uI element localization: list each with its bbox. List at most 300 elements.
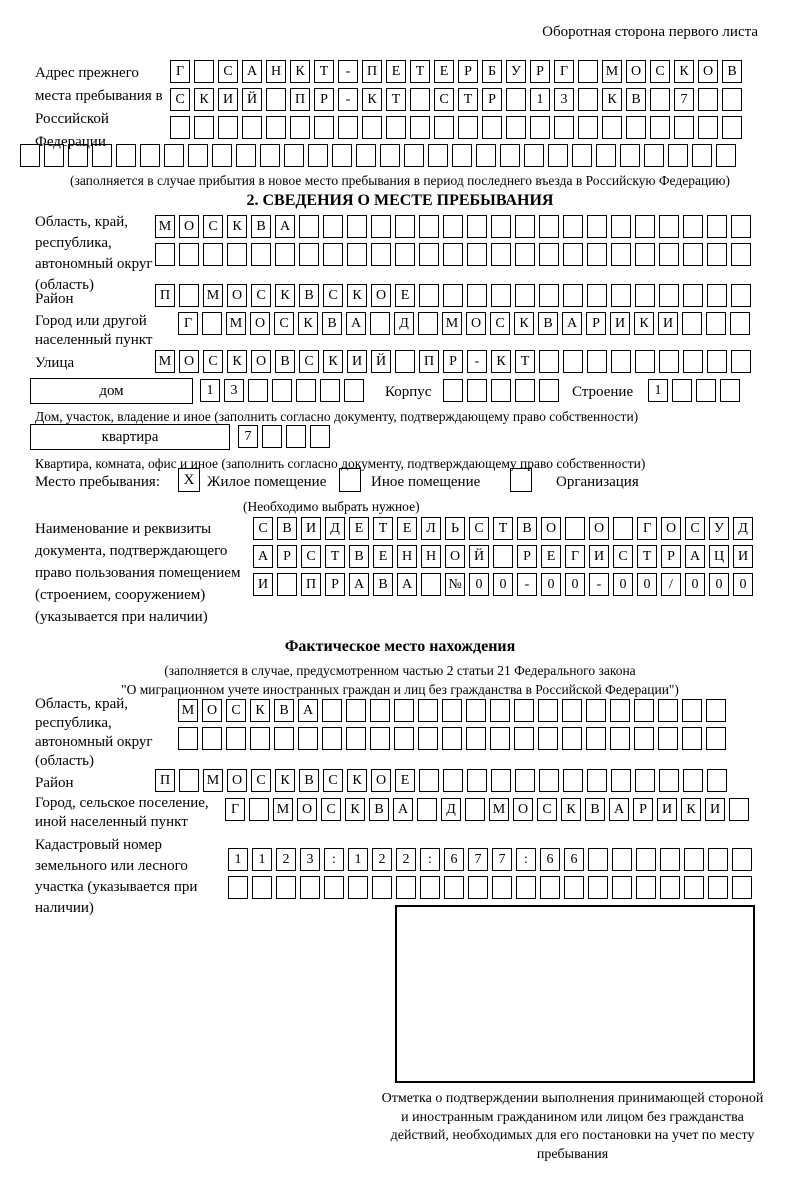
char-cell[interactable] [565, 517, 585, 540]
char-cell[interactable] [260, 144, 280, 167]
char-cell[interactable] [443, 769, 463, 792]
char-cell[interactable] [729, 798, 749, 821]
char-cell[interactable]: 2 [276, 848, 296, 871]
char-cell[interactable]: С [537, 798, 557, 821]
char-cell[interactable]: 3 [300, 848, 320, 871]
char-cell[interactable]: А [298, 699, 318, 722]
char-cell[interactable] [692, 144, 712, 167]
char-cell[interactable] [347, 215, 367, 238]
char-cell[interactable] [610, 727, 630, 750]
char-cell[interactable]: П [362, 60, 382, 83]
char-cell[interactable]: М [442, 312, 462, 335]
char-cell[interactable] [491, 243, 511, 266]
house-box[interactable]: дом [30, 378, 193, 404]
char-cell[interactable] [563, 350, 583, 373]
char-cell[interactable] [722, 116, 742, 139]
char-cell[interactable]: С [685, 517, 705, 540]
char-cell[interactable]: И [301, 517, 321, 540]
char-cell[interactable] [419, 243, 439, 266]
char-cell[interactable]: О [251, 350, 271, 373]
char-cell[interactable]: С [253, 517, 273, 540]
char-cell[interactable]: А [685, 545, 705, 568]
char-cell[interactable] [707, 769, 727, 792]
char-cell[interactable]: 1 [348, 848, 368, 871]
char-cell[interactable] [338, 116, 358, 139]
char-cell[interactable]: : [324, 848, 344, 871]
char-cell[interactable] [538, 727, 558, 750]
char-cell[interactable] [698, 88, 718, 111]
char-cell[interactable]: И [658, 312, 678, 335]
char-cell[interactable] [395, 243, 415, 266]
char-cell[interactable]: С [323, 769, 343, 792]
char-cell[interactable] [660, 876, 680, 899]
char-cell[interactable] [322, 699, 342, 722]
char-cell[interactable] [324, 876, 344, 899]
char-cell[interactable] [242, 116, 262, 139]
char-cell[interactable]: 0 [733, 573, 753, 596]
char-cell[interactable]: 0 [709, 573, 729, 596]
char-cell[interactable] [514, 727, 534, 750]
char-cell[interactable] [683, 350, 703, 373]
char-cell[interactable] [636, 876, 656, 899]
char-cell[interactable]: Р [661, 545, 681, 568]
char-cell[interactable]: 0 [541, 573, 561, 596]
char-cell[interactable] [251, 243, 271, 266]
char-cell[interactable]: С [203, 215, 223, 238]
char-cell[interactable] [564, 876, 584, 899]
char-cell[interactable]: А [346, 312, 366, 335]
char-cell[interactable] [707, 284, 727, 307]
char-cell[interactable]: Ц [709, 545, 729, 568]
char-cell[interactable]: 1 [200, 379, 220, 402]
char-cell[interactable] [548, 144, 568, 167]
char-cell[interactable] [514, 699, 534, 722]
char-cell[interactable] [92, 144, 112, 167]
char-cell[interactable]: О [513, 798, 533, 821]
char-cell[interactable]: О [250, 312, 270, 335]
char-cell[interactable] [482, 116, 502, 139]
char-cell[interactable] [563, 284, 583, 307]
char-cell[interactable] [372, 876, 392, 899]
char-cell[interactable]: С [251, 284, 271, 307]
char-cell[interactable]: Й [242, 88, 262, 111]
char-cell[interactable]: Т [493, 517, 513, 540]
char-cell[interactable]: 6 [444, 848, 464, 871]
char-cell[interactable]: К [347, 769, 367, 792]
char-cell[interactable]: К [227, 350, 247, 373]
char-cell[interactable]: В [585, 798, 605, 821]
char-cell[interactable]: 0 [493, 573, 513, 596]
char-cell[interactable] [634, 699, 654, 722]
char-cell[interactable] [674, 116, 694, 139]
char-cell[interactable]: А [393, 798, 413, 821]
char-cell[interactable]: Р [482, 88, 502, 111]
char-cell[interactable] [44, 144, 64, 167]
char-cell[interactable]: Б [482, 60, 502, 83]
char-cell[interactable] [562, 727, 582, 750]
char-cell[interactable] [490, 699, 510, 722]
char-cell[interactable] [491, 215, 511, 238]
char-cell[interactable]: В [373, 573, 393, 596]
char-cell[interactable]: - [517, 573, 537, 596]
char-cell[interactable] [188, 144, 208, 167]
char-cell[interactable]: Е [395, 284, 415, 307]
char-cell[interactable]: Д [325, 517, 345, 540]
char-cell[interactable] [682, 727, 702, 750]
char-cell[interactable]: К [602, 88, 622, 111]
stay-type-checkbox-residential[interactable]: X [178, 468, 200, 492]
char-cell[interactable]: 0 [613, 573, 633, 596]
char-cell[interactable]: Т [637, 545, 657, 568]
char-cell[interactable] [310, 425, 330, 448]
char-cell[interactable] [596, 144, 616, 167]
char-cell[interactable] [396, 876, 416, 899]
char-cell[interactable] [698, 116, 718, 139]
char-cell[interactable] [611, 769, 631, 792]
char-cell[interactable] [572, 144, 592, 167]
char-cell[interactable]: 2 [396, 848, 416, 871]
char-cell[interactable]: О [661, 517, 681, 540]
char-cell[interactable] [346, 727, 366, 750]
char-cell[interactable]: Т [314, 60, 334, 83]
char-cell[interactable]: Т [325, 545, 345, 568]
char-cell[interactable]: О [466, 312, 486, 335]
char-cell[interactable]: Р [633, 798, 653, 821]
char-cell[interactable]: П [301, 573, 321, 596]
char-cell[interactable] [587, 284, 607, 307]
char-cell[interactable]: В [322, 312, 342, 335]
char-cell[interactable]: А [242, 60, 262, 83]
char-cell[interactable] [659, 769, 679, 792]
char-cell[interactable] [563, 769, 583, 792]
char-cell[interactable] [634, 727, 654, 750]
char-cell[interactable]: И [610, 312, 630, 335]
char-cell[interactable] [563, 243, 583, 266]
char-cell[interactable]: - [467, 350, 487, 373]
char-cell[interactable]: Н [266, 60, 286, 83]
char-cell[interactable] [587, 350, 607, 373]
char-cell[interactable]: К [275, 769, 295, 792]
char-cell[interactable] [707, 350, 727, 373]
char-cell[interactable] [660, 848, 680, 871]
char-cell[interactable]: А [349, 573, 369, 596]
char-cell[interactable]: 1 [252, 848, 272, 871]
char-cell[interactable] [515, 769, 535, 792]
char-cell[interactable] [465, 798, 485, 821]
char-cell[interactable]: Й [469, 545, 489, 568]
char-cell[interactable]: М [155, 215, 175, 238]
char-cell[interactable]: В [349, 545, 369, 568]
char-cell[interactable] [346, 699, 366, 722]
char-cell[interactable] [515, 379, 535, 402]
char-cell[interactable] [539, 350, 559, 373]
char-cell[interactable]: Г [170, 60, 190, 83]
char-cell[interactable] [418, 727, 438, 750]
char-cell[interactable]: У [709, 517, 729, 540]
char-cell[interactable]: Р [458, 60, 478, 83]
char-cell[interactable]: П [419, 350, 439, 373]
char-cell[interactable]: Г [178, 312, 198, 335]
char-cell[interactable] [203, 243, 223, 266]
char-cell[interactable] [515, 284, 535, 307]
char-cell[interactable] [578, 88, 598, 111]
char-cell[interactable] [236, 144, 256, 167]
char-cell[interactable] [272, 379, 292, 402]
char-cell[interactable]: В [275, 350, 295, 373]
char-cell[interactable]: М [155, 350, 175, 373]
char-cell[interactable]: Г [225, 798, 245, 821]
char-cell[interactable] [308, 144, 328, 167]
char-cell[interactable]: О [371, 769, 391, 792]
char-cell[interactable] [635, 350, 655, 373]
char-cell[interactable] [300, 876, 320, 899]
char-cell[interactable] [626, 116, 646, 139]
char-cell[interactable] [588, 848, 608, 871]
char-cell[interactable] [539, 243, 559, 266]
char-cell[interactable] [284, 144, 304, 167]
char-cell[interactable]: Е [349, 517, 369, 540]
char-cell[interactable] [444, 876, 464, 899]
char-cell[interactable]: № [445, 573, 465, 596]
char-cell[interactable]: В [277, 517, 297, 540]
char-cell[interactable]: И [657, 798, 677, 821]
char-cell[interactable]: К [194, 88, 214, 111]
char-cell[interactable] [394, 699, 414, 722]
char-cell[interactable] [587, 215, 607, 238]
char-cell[interactable]: П [155, 284, 175, 307]
apartment-box[interactable]: квартира [30, 424, 230, 450]
char-cell[interactable] [467, 215, 487, 238]
char-cell[interactable]: К [561, 798, 581, 821]
char-cell[interactable] [218, 116, 238, 139]
char-cell[interactable] [418, 699, 438, 722]
char-cell[interactable]: 7 [492, 848, 512, 871]
char-cell[interactable]: Т [386, 88, 406, 111]
char-cell[interactable]: Д [394, 312, 414, 335]
char-cell[interactable] [516, 876, 536, 899]
char-cell[interactable]: П [290, 88, 310, 111]
char-cell[interactable] [682, 312, 702, 335]
char-cell[interactable] [404, 144, 424, 167]
char-cell[interactable]: О [589, 517, 609, 540]
char-cell[interactable] [323, 215, 343, 238]
char-cell[interactable]: К [514, 312, 534, 335]
char-cell[interactable] [394, 727, 414, 750]
char-cell[interactable] [587, 769, 607, 792]
char-cell[interactable]: Е [386, 60, 406, 83]
char-cell[interactable] [586, 699, 606, 722]
char-cell[interactable] [658, 699, 678, 722]
char-cell[interactable]: С [650, 60, 670, 83]
char-cell[interactable]: С [218, 60, 238, 83]
char-cell[interactable] [428, 144, 448, 167]
char-cell[interactable] [421, 573, 441, 596]
char-cell[interactable] [515, 243, 535, 266]
char-cell[interactable] [612, 876, 632, 899]
char-cell[interactable]: М [226, 312, 246, 335]
char-cell[interactable] [716, 144, 736, 167]
char-cell[interactable] [722, 88, 742, 111]
char-cell[interactable]: 7 [468, 848, 488, 871]
char-cell[interactable] [683, 284, 703, 307]
char-cell[interactable] [20, 144, 40, 167]
char-cell[interactable] [539, 215, 559, 238]
char-cell[interactable] [262, 425, 282, 448]
char-cell[interactable]: Е [373, 545, 393, 568]
char-cell[interactable] [249, 798, 269, 821]
char-cell[interactable] [323, 243, 343, 266]
char-cell[interactable]: О [698, 60, 718, 83]
char-cell[interactable]: С [321, 798, 341, 821]
char-cell[interactable] [371, 243, 391, 266]
char-cell[interactable] [731, 350, 751, 373]
char-cell[interactable]: Й [371, 350, 391, 373]
char-cell[interactable] [434, 116, 454, 139]
char-cell[interactable] [274, 727, 294, 750]
char-cell[interactable] [708, 848, 728, 871]
char-cell[interactable]: С [613, 545, 633, 568]
char-cell[interactable] [179, 769, 199, 792]
char-cell[interactable] [668, 144, 688, 167]
char-cell[interactable] [386, 116, 406, 139]
char-cell[interactable]: Р [530, 60, 550, 83]
char-cell[interactable] [476, 144, 496, 167]
char-cell[interactable] [286, 425, 306, 448]
char-cell[interactable] [493, 545, 513, 568]
char-cell[interactable]: - [589, 573, 609, 596]
char-cell[interactable]: Г [554, 60, 574, 83]
char-cell[interactable] [730, 312, 750, 335]
char-cell[interactable]: К [674, 60, 694, 83]
char-cell[interactable] [731, 243, 751, 266]
char-cell[interactable] [611, 215, 631, 238]
char-cell[interactable]: К [362, 88, 382, 111]
char-cell[interactable] [530, 116, 550, 139]
char-cell[interactable] [299, 243, 319, 266]
char-cell[interactable] [226, 727, 246, 750]
char-cell[interactable] [620, 144, 640, 167]
char-cell[interactable]: К [345, 798, 365, 821]
char-cell[interactable] [290, 116, 310, 139]
char-cell[interactable]: 7 [238, 425, 258, 448]
char-cell[interactable]: Г [565, 545, 585, 568]
char-cell[interactable]: М [489, 798, 509, 821]
char-cell[interactable] [458, 116, 478, 139]
char-cell[interactable]: К [227, 215, 247, 238]
char-cell[interactable] [659, 284, 679, 307]
char-cell[interactable] [659, 350, 679, 373]
char-cell[interactable] [298, 727, 318, 750]
char-cell[interactable]: К [275, 284, 295, 307]
char-cell[interactable]: О [179, 350, 199, 373]
char-cell[interactable]: С [490, 312, 510, 335]
char-cell[interactable] [452, 144, 472, 167]
char-cell[interactable]: К [250, 699, 270, 722]
char-cell[interactable] [418, 312, 438, 335]
char-cell[interactable] [492, 876, 512, 899]
char-cell[interactable]: Т [410, 60, 430, 83]
char-cell[interactable] [248, 379, 268, 402]
char-cell[interactable]: А [609, 798, 629, 821]
char-cell[interactable] [731, 215, 751, 238]
char-cell[interactable] [277, 573, 297, 596]
char-cell[interactable] [635, 284, 655, 307]
char-cell[interactable] [266, 88, 286, 111]
char-cell[interactable] [332, 144, 352, 167]
char-cell[interactable] [515, 215, 535, 238]
char-cell[interactable] [362, 116, 382, 139]
char-cell[interactable] [170, 116, 190, 139]
char-cell[interactable]: 2 [372, 848, 392, 871]
char-cell[interactable]: М [203, 284, 223, 307]
char-cell[interactable]: С [226, 699, 246, 722]
char-cell[interactable]: В [722, 60, 742, 83]
char-cell[interactable]: 0 [469, 573, 489, 596]
char-cell[interactable]: М [273, 798, 293, 821]
char-cell[interactable] [250, 727, 270, 750]
char-cell[interactable]: О [445, 545, 465, 568]
char-cell[interactable] [490, 727, 510, 750]
char-cell[interactable]: Р [277, 545, 297, 568]
char-cell[interactable]: О [179, 215, 199, 238]
char-cell[interactable] [658, 727, 678, 750]
char-cell[interactable]: 1 [530, 88, 550, 111]
char-cell[interactable] [194, 116, 214, 139]
char-cell[interactable]: 0 [565, 573, 585, 596]
char-cell[interactable]: И [589, 545, 609, 568]
char-cell[interactable]: В [517, 517, 537, 540]
char-cell[interactable]: У [506, 60, 526, 83]
char-cell[interactable] [696, 379, 716, 402]
char-cell[interactable]: К [491, 350, 511, 373]
char-cell[interactable] [467, 769, 487, 792]
char-cell[interactable] [683, 215, 703, 238]
char-cell[interactable]: 6 [564, 848, 584, 871]
char-cell[interactable] [684, 848, 704, 871]
char-cell[interactable] [348, 876, 368, 899]
char-cell[interactable] [228, 876, 248, 899]
char-cell[interactable]: С [274, 312, 294, 335]
char-cell[interactable] [116, 144, 136, 167]
char-cell[interactable] [707, 243, 727, 266]
char-cell[interactable] [720, 379, 740, 402]
char-cell[interactable] [466, 699, 486, 722]
char-cell[interactable]: Д [441, 798, 461, 821]
char-cell[interactable]: Н [397, 545, 417, 568]
char-cell[interactable] [635, 215, 655, 238]
stay-type-checkbox-organization[interactable] [510, 468, 532, 492]
char-cell[interactable] [706, 312, 726, 335]
char-cell[interactable] [252, 876, 272, 899]
char-cell[interactable] [194, 60, 214, 83]
char-cell[interactable] [420, 876, 440, 899]
char-cell[interactable] [227, 243, 247, 266]
char-cell[interactable] [683, 769, 703, 792]
char-cell[interactable] [683, 243, 703, 266]
char-cell[interactable] [659, 243, 679, 266]
char-cell[interactable]: С [203, 350, 223, 373]
char-cell[interactable]: Р [586, 312, 606, 335]
char-cell[interactable] [611, 243, 631, 266]
char-cell[interactable] [613, 517, 633, 540]
char-cell[interactable] [202, 312, 222, 335]
char-cell[interactable] [212, 144, 232, 167]
char-cell[interactable] [466, 727, 486, 750]
char-cell[interactable]: Е [397, 517, 417, 540]
char-cell[interactable] [467, 379, 487, 402]
char-cell[interactable] [587, 243, 607, 266]
char-cell[interactable]: К [634, 312, 654, 335]
